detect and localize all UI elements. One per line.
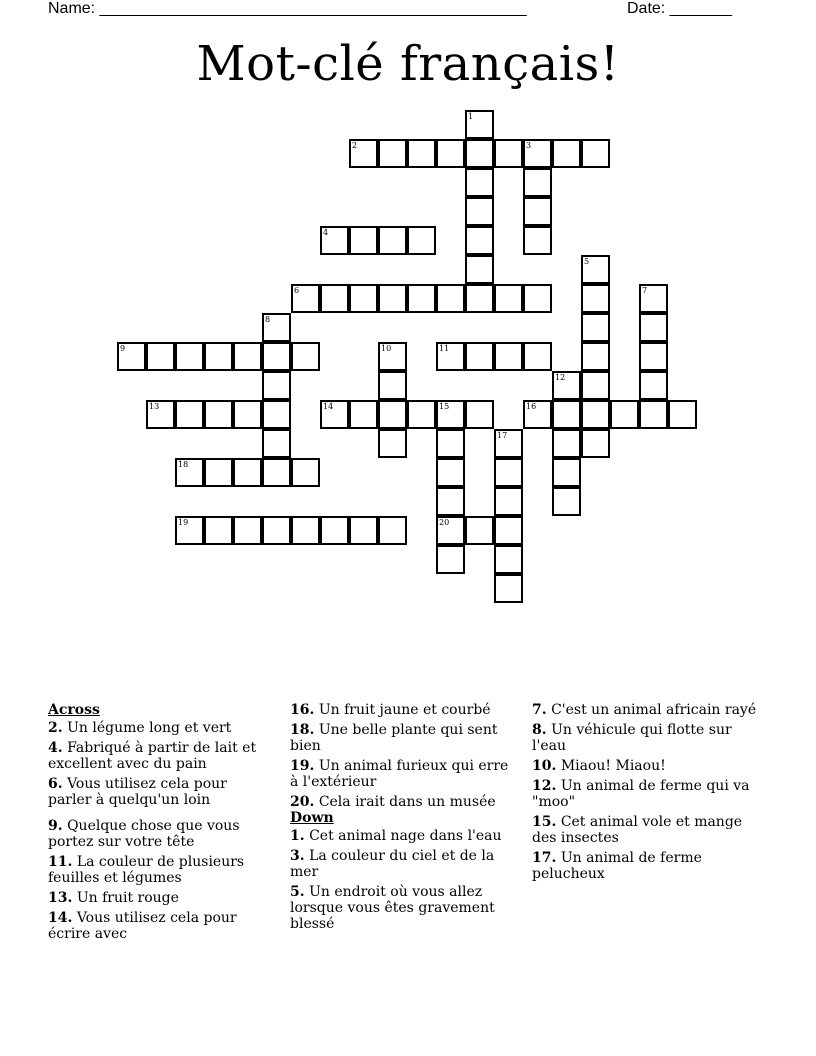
clue-text: Cela irait dans un musée xyxy=(318,794,496,810)
crossword-cell[interactable] xyxy=(291,516,320,545)
clue-across-11 xyxy=(48,854,273,886)
crossword-cell[interactable] xyxy=(639,371,668,400)
crossword-cell[interactable] xyxy=(552,400,581,429)
clue-number: 4. xyxy=(48,740,63,756)
clue-number-label: 20 xyxy=(439,518,450,527)
clue-number-label: 12 xyxy=(555,373,566,382)
clue-number: 11. xyxy=(48,854,73,870)
clue-column-1 xyxy=(48,702,273,946)
clue-text: Vous utilisez cela pour parler à quelqu'un loin xyxy=(48,776,227,808)
crossword-cell[interactable] xyxy=(407,284,436,313)
crossword-cell[interactable] xyxy=(320,226,349,255)
crossword-cell[interactable] xyxy=(436,458,465,487)
clue-number: 13. xyxy=(48,890,73,906)
crossword-cell[interactable] xyxy=(523,226,552,255)
clue-across-9 xyxy=(48,818,273,850)
clue-number-label: 7 xyxy=(642,286,648,295)
clue-across-6 xyxy=(48,776,273,808)
clue-text: Un animal furieux qui erre à l'extérieur xyxy=(290,758,509,790)
clue-text: Un légume long et vert xyxy=(67,720,232,736)
clue-text: La couleur du ciel et de la mer xyxy=(290,848,495,880)
page-title: Mot-clé français! xyxy=(196,36,620,92)
crossword-cell[interactable] xyxy=(465,226,494,255)
clue-number: 7. xyxy=(532,702,547,718)
crossword-cell[interactable] xyxy=(407,400,436,429)
crossword-cell[interactable] xyxy=(552,371,581,400)
name-field-line: Name: ________________________________________________ xyxy=(48,0,527,17)
clue-text: Un fruit rouge xyxy=(76,890,179,906)
clue-text: Une belle plante qui sent bien xyxy=(290,722,498,754)
clue-text: Cet animal nage dans l'eau xyxy=(309,828,502,844)
clue-number: 6. xyxy=(48,776,63,792)
clue-down-5 xyxy=(290,884,515,932)
crossword-cell[interactable] xyxy=(233,342,262,371)
crossword-cell[interactable] xyxy=(639,284,668,313)
clue-number-label: 5 xyxy=(584,257,590,266)
clue-text: Un animal de ferme qui va "moo" xyxy=(532,778,750,810)
crossword-cell[interactable] xyxy=(465,284,494,313)
clue-across-4 xyxy=(48,740,273,772)
crossword-cell[interactable] xyxy=(262,371,291,400)
clue-number-label: 18 xyxy=(178,460,189,469)
clue-across-20 xyxy=(290,794,515,810)
crossword-cell[interactable] xyxy=(320,400,349,429)
crossword-cell[interactable] xyxy=(494,545,523,574)
crossword-cell[interactable] xyxy=(320,516,349,545)
crossword-cell[interactable] xyxy=(436,284,465,313)
crossword-cell[interactable] xyxy=(349,400,378,429)
clue-text: Fabriqué à partir de lait et excellent avec du pain xyxy=(48,740,257,772)
crossword-cell[interactable] xyxy=(349,226,378,255)
clue-number: 12. xyxy=(532,778,557,794)
clue-number-label: 15 xyxy=(439,402,450,411)
crossword-cell[interactable] xyxy=(436,139,465,168)
crossword-cell[interactable] xyxy=(204,342,233,371)
crossword-cell[interactable] xyxy=(291,284,320,313)
crossword-cell[interactable] xyxy=(610,400,639,429)
clue-down-1 xyxy=(290,828,515,844)
crossword-cell[interactable] xyxy=(262,458,291,487)
crossword-cell[interactable] xyxy=(378,516,407,545)
crossword-cell[interactable] xyxy=(378,371,407,400)
clue-number-label: 8 xyxy=(265,315,271,324)
crossword-cell[interactable] xyxy=(436,400,465,429)
crossword-cell[interactable] xyxy=(233,458,262,487)
clue-number: 2. xyxy=(48,720,63,736)
clue-number-label: 3 xyxy=(526,141,532,150)
crossword-cell[interactable] xyxy=(639,313,668,342)
clue-number: 20. xyxy=(290,794,315,810)
clue-number: 9. xyxy=(48,818,63,834)
crossword-cell[interactable] xyxy=(146,342,175,371)
clue-number: 8. xyxy=(532,722,547,738)
crossword-cell[interactable] xyxy=(494,429,523,458)
crossword-cell[interactable] xyxy=(291,458,320,487)
crossword-cell[interactable] xyxy=(494,342,523,371)
crossword-cell[interactable] xyxy=(233,400,262,429)
clue-text: C'est un animal africain rayé xyxy=(551,702,757,718)
clue-column-3 xyxy=(532,702,757,886)
clue-text: Miaou! Miaou! xyxy=(560,758,666,774)
clue-number-label: 9 xyxy=(120,344,126,353)
clue-number-label: 2 xyxy=(352,141,358,150)
crossword-cell[interactable] xyxy=(465,342,494,371)
crossword-cell[interactable] xyxy=(233,516,262,545)
crossword-cell[interactable] xyxy=(523,342,552,371)
crossword-cell[interactable] xyxy=(523,168,552,197)
crossword-cell[interactable] xyxy=(204,400,233,429)
clue-down-7 xyxy=(532,702,757,718)
clue-number-label: 10 xyxy=(381,344,392,353)
crossword-cell[interactable] xyxy=(436,516,465,545)
crossword-cell[interactable] xyxy=(639,342,668,371)
crossword-cell[interactable] xyxy=(175,458,204,487)
clue-across-14 xyxy=(48,910,273,942)
clue-number: 1. xyxy=(290,828,305,844)
crossword-cell[interactable] xyxy=(581,342,610,371)
clue-down-12 xyxy=(532,778,757,810)
crossword-cell[interactable] xyxy=(262,516,291,545)
clue-number: 18. xyxy=(290,722,315,738)
clue-number: 17. xyxy=(532,850,557,866)
clue-across-18 xyxy=(290,722,515,754)
crossword-cell[interactable] xyxy=(668,400,697,429)
crossword-cell[interactable] xyxy=(494,139,523,168)
crossword-cell[interactable] xyxy=(639,400,668,429)
crossword-cell[interactable] xyxy=(204,516,233,545)
crossword-cell[interactable] xyxy=(465,197,494,226)
clue-number: 19. xyxy=(290,758,315,774)
crossword-cell[interactable] xyxy=(465,139,494,168)
crossword-cell[interactable] xyxy=(523,284,552,313)
crossword-cell[interactable] xyxy=(552,139,581,168)
crossword-cell[interactable] xyxy=(581,371,610,400)
crossword-cell[interactable] xyxy=(117,342,146,371)
date-field-line: Date: _______ xyxy=(627,0,732,17)
clue-number: 5. xyxy=(290,884,305,900)
across-heading: Across xyxy=(48,702,100,718)
crossword-cell[interactable] xyxy=(378,400,407,429)
clue-number: 15. xyxy=(532,814,557,830)
clue-number-label: 11 xyxy=(439,344,450,353)
clue-across-2 xyxy=(48,720,273,736)
crossword-cell[interactable] xyxy=(465,255,494,284)
clue-number-label: 1 xyxy=(468,112,474,121)
clue-down-10 xyxy=(532,758,757,774)
crossword-cell[interactable] xyxy=(320,284,349,313)
crossword-cell[interactable] xyxy=(465,516,494,545)
crossword-cell[interactable] xyxy=(262,429,291,458)
crossword-cell[interactable] xyxy=(465,400,494,429)
crossword-cell[interactable] xyxy=(175,342,204,371)
clue-number-label: 13 xyxy=(149,402,160,411)
crossword-cell[interactable] xyxy=(378,139,407,168)
crossword-cell[interactable] xyxy=(262,342,291,371)
clue-down-3 xyxy=(290,848,515,880)
clue-number: 14. xyxy=(48,910,73,926)
clue-down-15 xyxy=(532,814,757,846)
crossword-cell[interactable] xyxy=(436,487,465,516)
crossword-cell[interactable] xyxy=(436,545,465,574)
crossword-cell[interactable] xyxy=(552,458,581,487)
crossword-cell[interactable] xyxy=(523,197,552,226)
clue-down-8 xyxy=(532,722,757,754)
crossword-cell[interactable] xyxy=(146,400,175,429)
clue-across-19 xyxy=(290,758,515,790)
clue-number: 16. xyxy=(290,702,315,718)
crossword-cell[interactable] xyxy=(262,313,291,342)
crossword-cell[interactable] xyxy=(204,458,233,487)
clue-text: Un endroit où vous allez lorsque vous êtes gravement blessé xyxy=(290,884,495,932)
crossword-cell[interactable] xyxy=(494,516,523,545)
clue-text: La couleur de plusieurs feuilles et légumes xyxy=(48,854,245,886)
crossword-cell[interactable] xyxy=(349,284,378,313)
crossword-cell[interactable] xyxy=(552,429,581,458)
clue-down-17 xyxy=(532,850,757,882)
crossword-cell[interactable] xyxy=(494,284,523,313)
crossword-cell[interactable] xyxy=(407,139,436,168)
crossword-cell[interactable] xyxy=(581,400,610,429)
crossword-cell[interactable] xyxy=(378,226,407,255)
crossword-cell[interactable] xyxy=(378,342,407,371)
crossword-cell[interactable] xyxy=(291,342,320,371)
clue-text: Vous utilisez cela pour écrire avec xyxy=(48,910,237,942)
crossword-cell[interactable] xyxy=(378,284,407,313)
clue-text: Un animal de ferme pelucheux xyxy=(532,850,702,882)
clue-number: 10. xyxy=(532,758,557,774)
clue-number-label: 17 xyxy=(497,431,508,440)
clue-number-label: 16 xyxy=(526,402,537,411)
crossword-cell[interactable] xyxy=(262,400,291,429)
clue-text: Un fruit jaune et courbé xyxy=(318,702,491,718)
crossword-cell[interactable] xyxy=(494,458,523,487)
crossword-cell[interactable] xyxy=(175,516,204,545)
crossword-cell[interactable] xyxy=(552,487,581,516)
crossword-cell[interactable] xyxy=(523,400,552,429)
crossword-cell[interactable] xyxy=(349,516,378,545)
clue-across-13 xyxy=(48,890,273,906)
crossword-cell[interactable] xyxy=(436,429,465,458)
crossword-cell[interactable] xyxy=(581,284,610,313)
clue-number-label: 14 xyxy=(323,402,334,411)
clue-number-label: 6 xyxy=(294,286,300,295)
clue-number-label: 19 xyxy=(178,518,189,527)
crossword-cell[interactable] xyxy=(407,226,436,255)
crossword-cell[interactable] xyxy=(581,313,610,342)
crossword-cell[interactable] xyxy=(378,429,407,458)
crossword-cell[interactable] xyxy=(581,139,610,168)
crossword-cell[interactable] xyxy=(523,139,552,168)
clue-number: 3. xyxy=(290,848,305,864)
crossword-cell[interactable] xyxy=(494,574,523,603)
crossword-cell[interactable] xyxy=(175,400,204,429)
clue-text: Quelque chose que vous portez sur votre tête xyxy=(48,818,240,850)
crossword-cell[interactable] xyxy=(581,255,610,284)
crossword-cell[interactable] xyxy=(436,342,465,371)
clue-text: Cet animal vole et mange des insectes xyxy=(532,814,743,846)
down-heading: Down xyxy=(290,810,334,826)
clue-across-16 xyxy=(290,702,515,718)
clue-column-2 xyxy=(290,702,515,936)
crossword-cell[interactable] xyxy=(494,487,523,516)
clue-number-label: 4 xyxy=(323,228,329,237)
crossword-cell[interactable] xyxy=(465,110,494,139)
crossword-cell[interactable] xyxy=(349,139,378,168)
crossword-cell[interactable] xyxy=(465,168,494,197)
clue-text: Un véhicule qui flotte sur l'eau xyxy=(532,722,732,754)
crossword-cell[interactable] xyxy=(581,429,610,458)
